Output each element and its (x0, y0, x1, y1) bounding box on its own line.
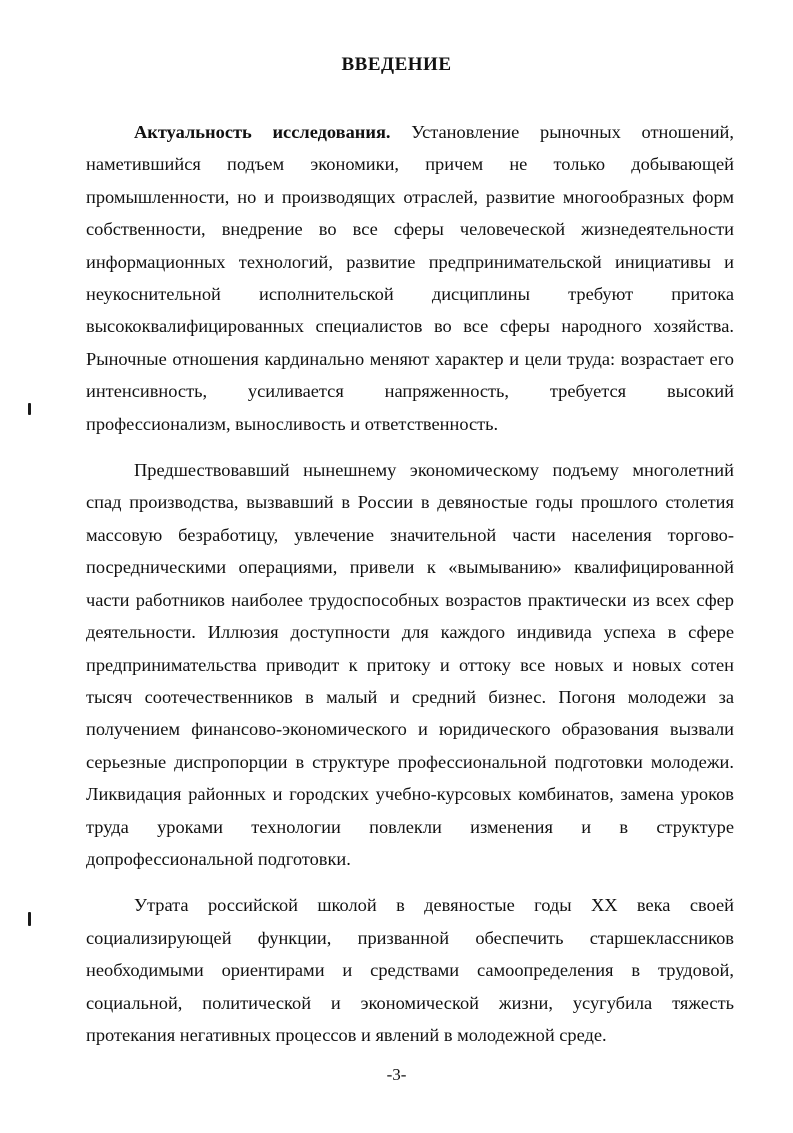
paragraph-decline: Предшествовавший нынешнему экономическому подъему многолетний спад производства, вызвавший в России в девяностые годы прошлого столетия массовую безработицу, увлечение значительной части населения торгово-посредническими операциями, привели к «вымыванию» квалифицированной части работников наиболее трудоспособных возрастов практически из всех сфер деятельности. Иллюзия доступности для каждого индивида успеха в сфере предпринимательства приводит к притоку и оттоку все новых и новых сотен тысяч соотечественников в малый и средний бизнес. Погоня молодежи за получением финансово-экономического и юридического образования вызвали серьезные диспропорции в структуре профессиональной подготовки молодежи. Ликвидация районных и городских учебно-курсовых комбинатов, замена уроков труда уроками технологии повлекли изменения и в структуре допрофессиональной подготовки. (86, 460, 734, 869)
document-body (86, 116, 734, 1065)
paragraph-school: Утрата российской школой в девяностые годы XX века своей социализирующей функции, призванной обеспечить старшеклассников необходимыми ориентирами и средствами самоопределения в трудовой, социальной, политической и экономической жизни, усугубила тяжесть протекания негативных процессов и явлений в молодежной среде. (86, 895, 734, 1045)
paragraph-text: Установление рыночных отношений, наметившийся подъем экономики, причем не только добывающей промышленности, но и производящих отраслей, развитие многообразных форм собственности, внедрение во все сферы человеческой жизнедеятельности информационных технологий, развитие предпринимательской инициативы и неукоснительной исполнительской дисциплины требуют притока высококвалифицированных специалистов во все сферы народного хозяйства. Рыночные отношения кардинально меняют характер и цели труда: возрастает его интенсивность, усиливается напряженность, требуется высокий профессионализм, выносливость и ответственность. (86, 122, 734, 434)
paragraph-lead: Актуальность исследования. (134, 122, 391, 142)
scan-artifact-mark (28, 403, 31, 415)
paragraph-relevance (86, 116, 734, 440)
scan-artifact-mark (28, 912, 31, 926)
page-number: -3- (386, 1065, 407, 1084)
page-title: ВВЕДЕНИЕ (341, 54, 452, 75)
